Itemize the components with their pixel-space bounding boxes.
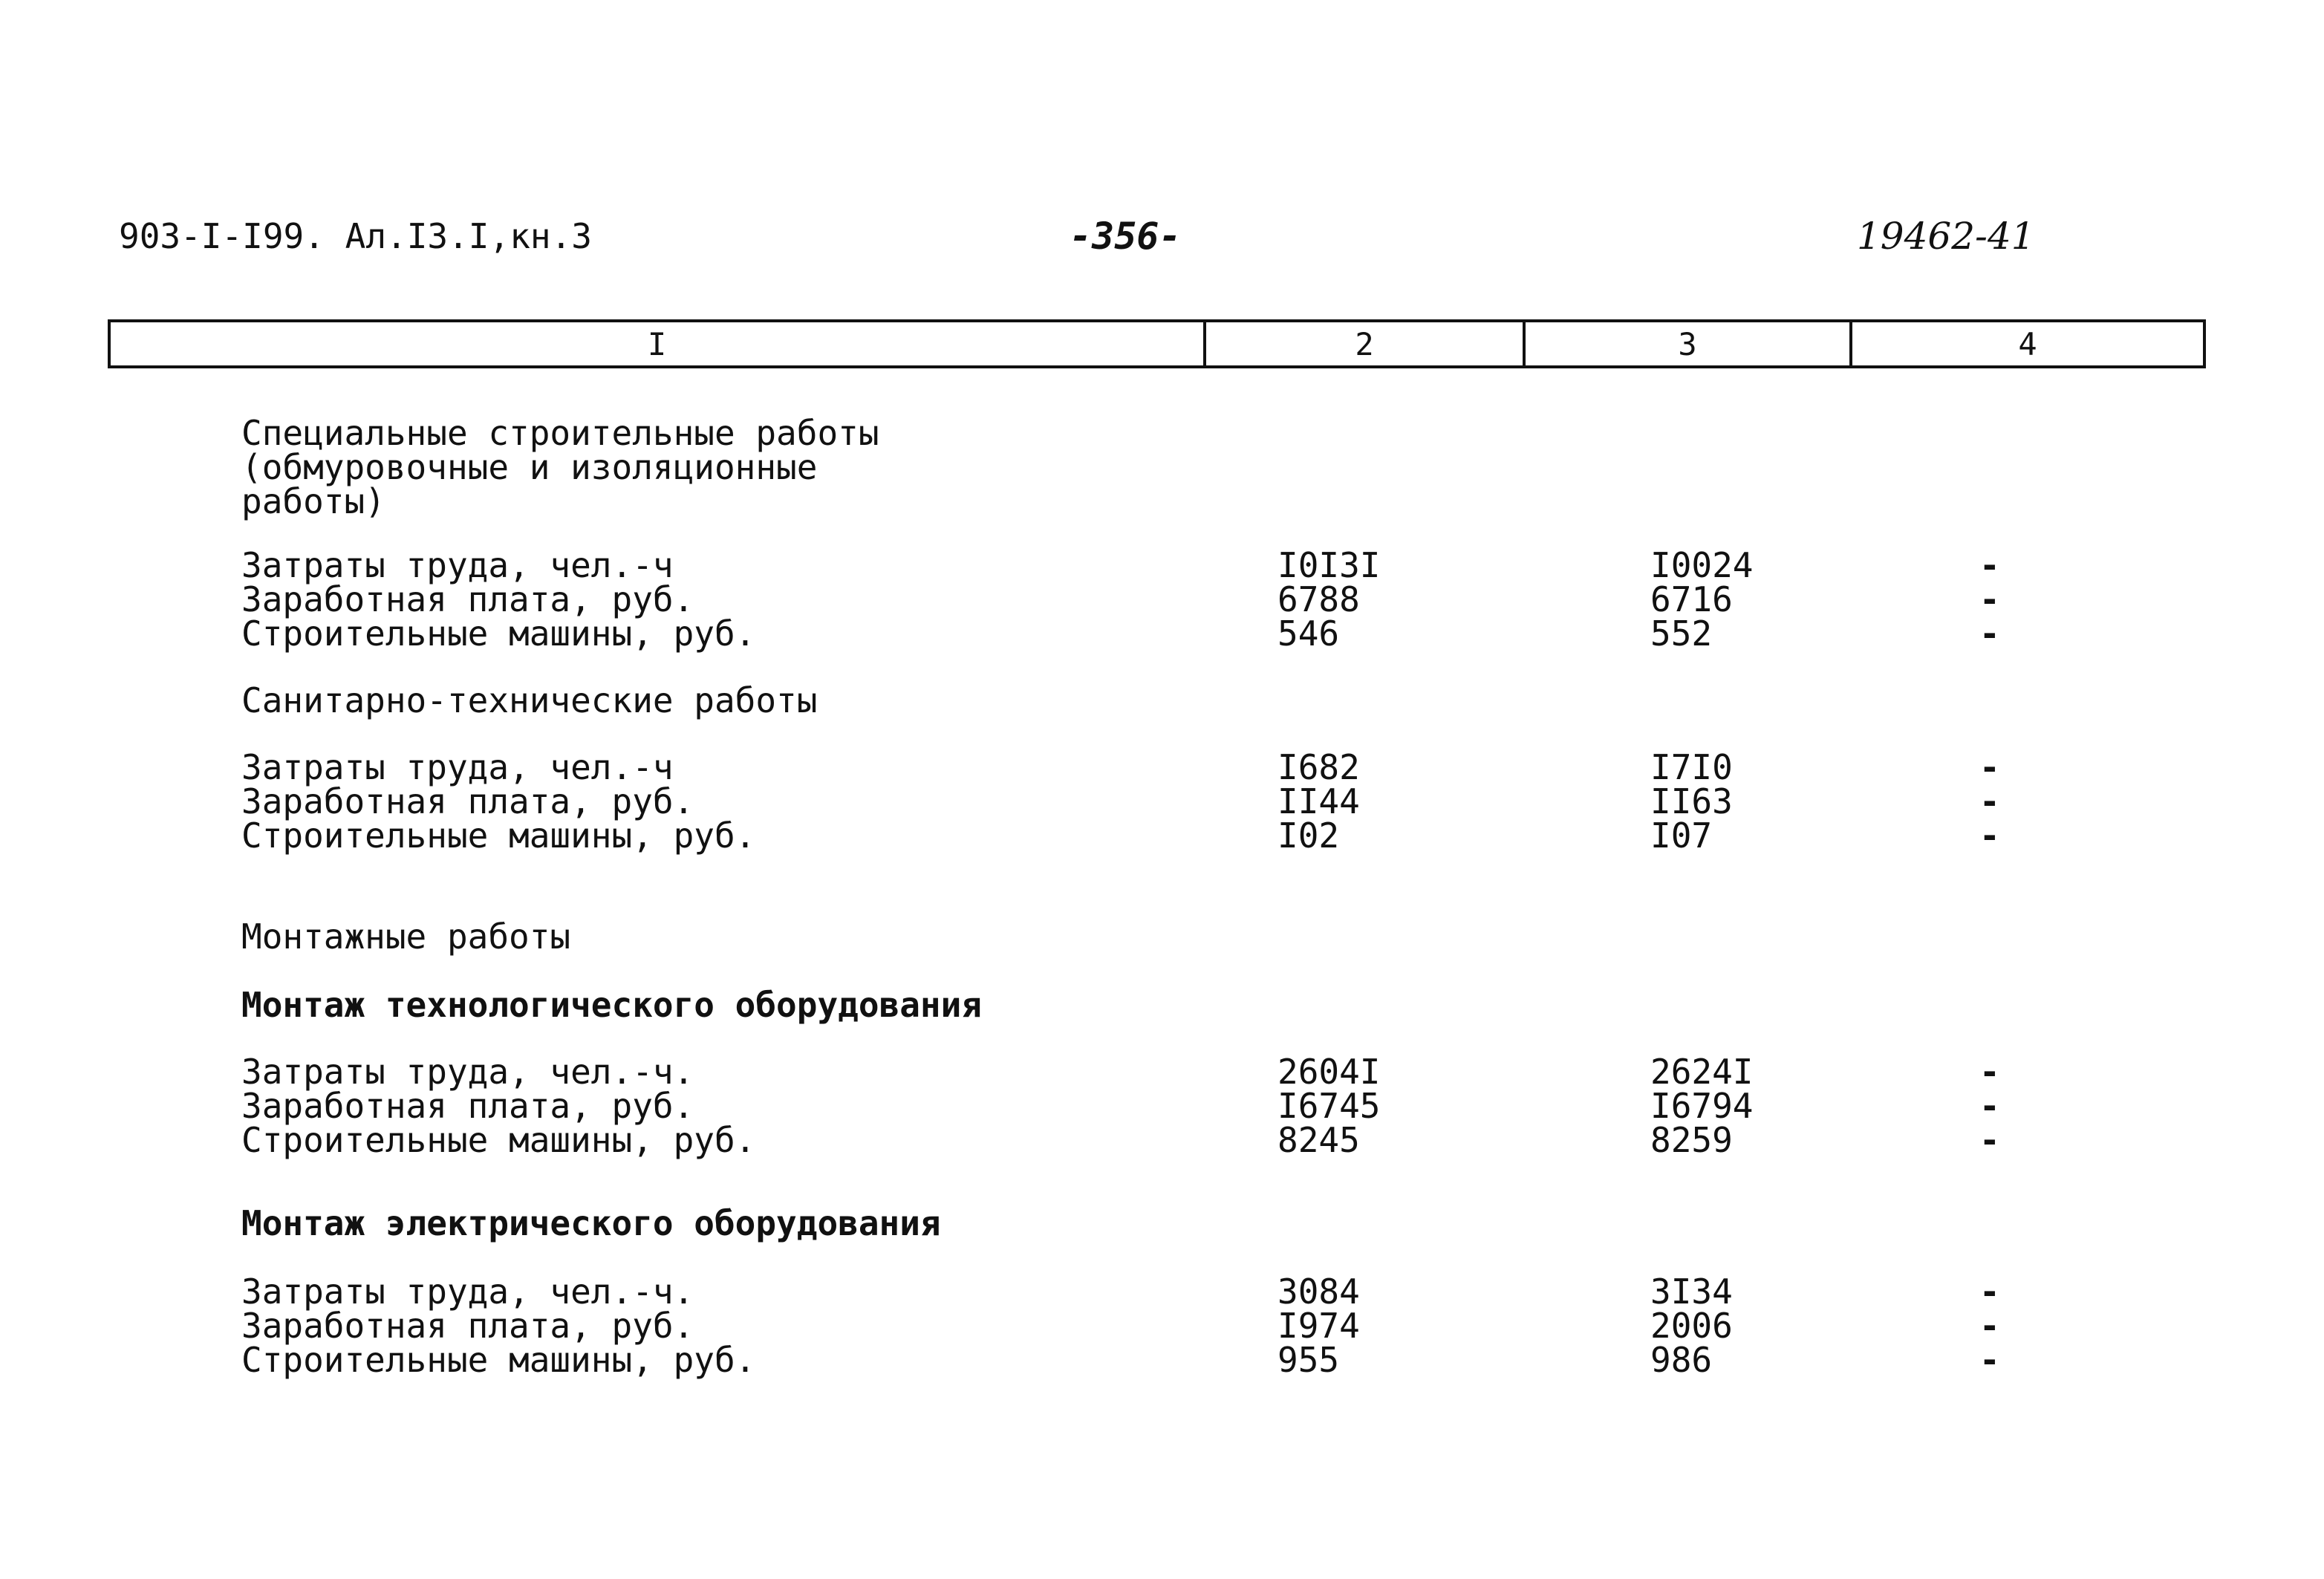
row-value-col3: I7I0: [1650, 747, 1733, 787]
row-label: Заработная плата, руб.: [241, 1306, 694, 1346]
row-value-col2: 6788: [1277, 579, 1360, 619]
row-label: Затраты труда, чел.-ч: [241, 747, 674, 787]
row-label: Строительные машины, руб.: [241, 1120, 756, 1160]
row-value-col2: I02: [1277, 815, 1340, 856]
row-value-col3: 8259: [1650, 1120, 1733, 1160]
row-label: Строительные машины, руб.: [241, 815, 756, 856]
row-value-col4: -: [1979, 1052, 2000, 1092]
row-value-col3: 6716: [1650, 579, 1733, 619]
row-value-col4: -: [1979, 815, 2000, 856]
row-value-col3: 2006: [1650, 1306, 1733, 1346]
row-label: Заработная плата, руб.: [241, 579, 694, 619]
row-value-col3: 2624I: [1650, 1052, 1754, 1092]
section-title: Монтажные работы: [241, 917, 571, 957]
section-title: Специальные строительные работы: [241, 413, 879, 453]
row-value-col4: -: [1979, 545, 2000, 585]
section-title: Санитарно-технические работы: [241, 680, 818, 720]
column-header-4: 4: [2018, 325, 2037, 362]
row-label: Затраты труда, чел.-ч.: [241, 1052, 694, 1092]
row-label: Строительные машины, руб.: [241, 1340, 756, 1380]
column-header-3: 3: [1526, 322, 1852, 365]
row-value-col3: I07: [1650, 815, 1713, 856]
row-value-col2: II44: [1277, 781, 1360, 821]
column-header-1: I: [111, 322, 1206, 365]
row-value-col2: 546: [1277, 613, 1340, 654]
row-value-col4: -: [1979, 1272, 2000, 1312]
section-title: (обмуровочные и изоляционные: [241, 447, 818, 487]
row-value-col2: I974: [1277, 1306, 1360, 1346]
row-value-col2: 3084: [1277, 1272, 1360, 1312]
row-value-col3: I6794: [1650, 1086, 1754, 1126]
row-value-col4: -: [1979, 579, 2000, 619]
row-label: Заработная плата, руб.: [241, 1086, 694, 1126]
row-value-col4: -: [1979, 1120, 2000, 1160]
row-value-col2: I0I3I: [1277, 545, 1381, 585]
row-value-col3: II63: [1650, 781, 1733, 821]
row-value-col4: -: [1979, 747, 2000, 787]
row-value-col3: 552: [1650, 613, 1713, 654]
row-value-col2: I6745: [1277, 1086, 1381, 1126]
column-header-2: 2: [1206, 322, 1526, 365]
row-label: Затраты труда, чел.-ч: [241, 545, 674, 585]
row-value-col4: -: [1979, 781, 2000, 821]
section-title: Монтаж электрического оборудования: [241, 1203, 941, 1243]
row-value-col2: I682: [1277, 747, 1360, 787]
row-value-col3: 986: [1650, 1340, 1713, 1380]
row-label: Строительные машины, руб.: [241, 613, 756, 654]
row-value-col2: 955: [1277, 1340, 1340, 1380]
row-value-col4: -: [1979, 613, 2000, 654]
row-label: Затраты труда, чел.-ч.: [241, 1272, 694, 1312]
row-value-col2: 2604I: [1277, 1052, 1381, 1092]
column-header-row: [108, 319, 2206, 368]
document-code: 19462-41: [1857, 215, 2035, 258]
row-value-col3: 3I34: [1650, 1272, 1733, 1312]
section-title: работы): [241, 481, 385, 521]
row-value-col4: -: [1979, 1086, 2000, 1126]
document-reference: 903-I-I99. Ал.I3.I,кн.3: [119, 216, 592, 256]
row-value-col4: -: [1979, 1340, 2000, 1380]
row-value-col4: -: [1979, 1306, 2000, 1346]
row-label: Заработная плата, руб.: [241, 781, 694, 821]
row-value-col3: I0024: [1650, 545, 1754, 585]
section-title: Монтаж технологического оборудования: [241, 985, 982, 1025]
row-value-col2: 8245: [1277, 1120, 1360, 1160]
page-number: -356-: [1070, 215, 1182, 258]
